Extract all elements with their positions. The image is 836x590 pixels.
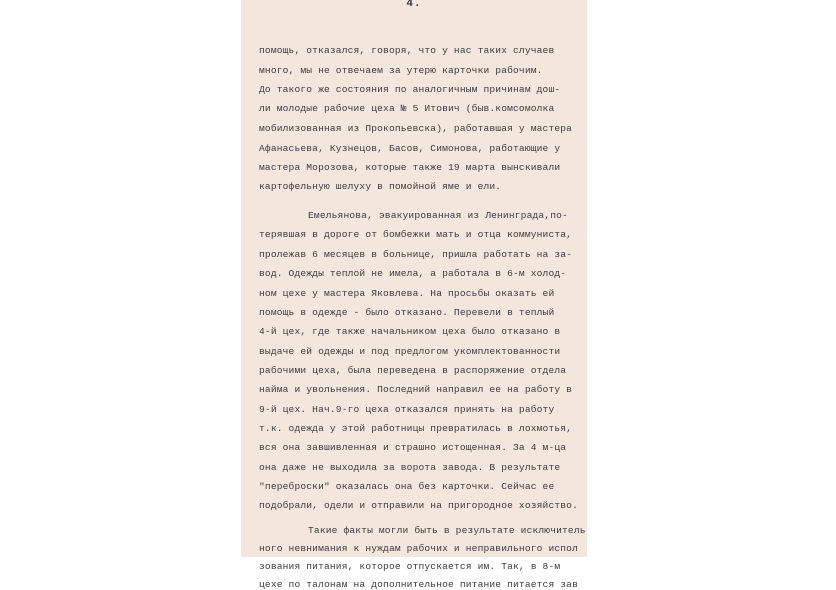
page-number: 4. — [406, 0, 422, 10]
text-line: мастера Морозова, которые также 19 марта вынскивали — [259, 162, 561, 173]
text-line: вод. Одежды теплой не имела, а работала в 6-м холод- — [259, 268, 567, 279]
text-line: т.к. одежда у этой работницы превратилась в лохмотья, — [259, 423, 573, 434]
text-line: Афанасьева, Кузнецов, Басов, Симонова, работающие у — [259, 143, 561, 154]
text-line: помощь в одежде - было отказано. Перевели в теплый — [259, 307, 555, 318]
text-line: 9-й цех. Нач.9-го цеха отказался принять на работу — [259, 404, 555, 415]
text-line: вся она завшивленная и страшно истощенная. За 4 м-ца — [259, 442, 567, 453]
text-line: ном цехе у мастера Яковлева. На просьбы оказать ей — [259, 288, 555, 299]
text-line: Такие факты могли быть в результате исключитель — [308, 525, 586, 536]
text-line: "переброски" оказалась она без карточки. Сейчас ее — [259, 481, 555, 492]
text-line: цехе по талонам на дополнительное питание питается зав — [259, 579, 578, 590]
text-line: она даже не выходила за ворота завода. В результате — [259, 462, 561, 473]
text-line: До такого же состояния по аналогичным причинам дош- — [259, 84, 561, 95]
text-line: терявшая в дороге от бомбежки мать и отца коммуниста, — [259, 229, 573, 240]
document-page — [241, 0, 587, 590]
text-line: помощь, отказался, говоря, что у нас таких случаев — [259, 45, 555, 56]
text-line: выдаче ей одежды и под предлогом укомплектованности — [259, 346, 561, 357]
text-line: картофельную шелуху в помойной яме и ели. — [259, 181, 502, 192]
text-line: Емельянова, эвакуированная из Ленинграда,по- — [308, 210, 568, 221]
text-line: зования питания, которое отпускается им. Так, в 8-м — [259, 561, 561, 572]
text-line: 4-й цех, где также начальником цеха было отказано в — [259, 326, 561, 337]
text-line: найма и увольнения. Последний направил ее на работу в — [259, 384, 573, 395]
text-line: подобрали, одели и отправили на пригородное хозяйство. — [259, 500, 578, 511]
text-line: мобилизованная из Прокопьевска), работавшая у мастера — [259, 123, 573, 134]
text-line: ли молодые рабочие цеха № 5 Итович (быв.комсомолка — [259, 103, 555, 114]
text-line: пролежав 6 месяцев в больнице, пришла работать на за- — [259, 249, 573, 260]
text-line: ного невнимания к нуждам рабочих и неправильного испол — [259, 543, 578, 554]
text-line: рабочими цеха, была переведена в распоряжение отдела — [259, 365, 567, 376]
text-line: много, мы не отвечаем за утерю карточки рабочим. — [259, 65, 543, 76]
